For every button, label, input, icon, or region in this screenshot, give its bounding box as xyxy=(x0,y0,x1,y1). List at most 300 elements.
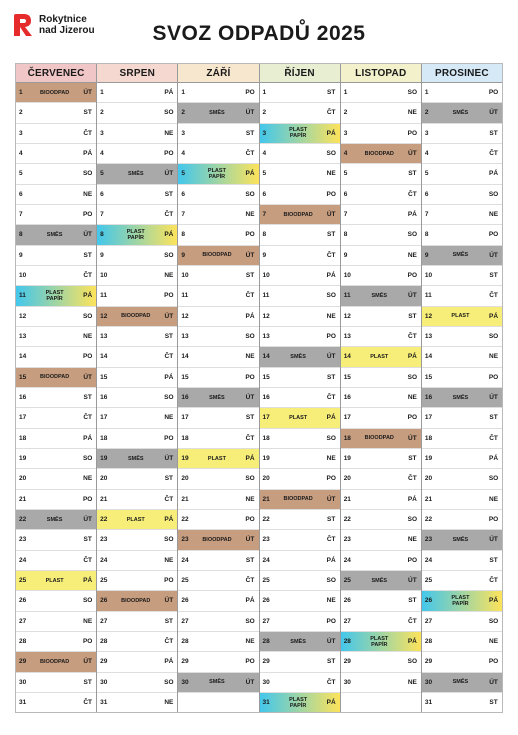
day-row xyxy=(422,347,502,367)
weekday: NE xyxy=(489,495,499,503)
weekday: ČT xyxy=(83,556,92,564)
day-number: 2 xyxy=(424,109,429,117)
day-number: 12 xyxy=(343,312,351,320)
weekday: NE xyxy=(326,455,336,463)
day-number: 24 xyxy=(19,556,27,564)
day-row xyxy=(97,673,177,693)
day-number: 27 xyxy=(343,617,351,625)
day-row xyxy=(178,347,258,367)
weekday: ST xyxy=(408,597,417,605)
weekday: ČT xyxy=(245,150,255,158)
day-number: 15 xyxy=(181,373,189,381)
weekday: NE xyxy=(245,495,255,503)
weekday: PÁ xyxy=(83,150,93,158)
logo-line2: nad Jizerou xyxy=(39,25,95,36)
day-number: 25 xyxy=(181,577,189,585)
day-number: 1 xyxy=(19,89,23,97)
weekday: SO xyxy=(82,597,93,605)
waste-type: SMĚS xyxy=(452,394,469,401)
weekday: NE xyxy=(407,394,417,402)
day-row xyxy=(97,164,177,184)
weekday: NE xyxy=(326,597,336,605)
weekday: PO xyxy=(326,190,336,198)
weekday: PÁ xyxy=(407,353,417,361)
day-row xyxy=(341,185,421,205)
weekday: ÚT xyxy=(408,150,417,158)
day-row xyxy=(16,124,96,144)
day-row xyxy=(260,185,340,205)
day-number: 24 xyxy=(262,556,270,564)
weekday: ST xyxy=(327,231,336,239)
day-row xyxy=(260,266,340,286)
day-row xyxy=(97,103,177,123)
weekday: PÁ xyxy=(326,272,336,280)
day-number: 11 xyxy=(100,292,108,300)
day-row xyxy=(422,632,502,652)
day-row xyxy=(260,571,340,591)
day-number: 4 xyxy=(262,150,267,158)
waste-type: SMĚS xyxy=(290,638,306,645)
weekday: ÚT xyxy=(83,658,92,666)
weekday: NE xyxy=(489,638,499,646)
day-row xyxy=(341,164,421,184)
day-number: 30 xyxy=(343,678,351,686)
weekday: PÁ xyxy=(326,699,336,706)
day-number: 8 xyxy=(424,231,429,239)
waste-type: PLAST PAPÍR xyxy=(370,635,389,648)
day-number: 16 xyxy=(343,394,351,402)
weekday: ČT xyxy=(83,129,92,137)
weekday: ČT xyxy=(83,414,92,422)
day-number: 5 xyxy=(100,170,104,178)
day-number: 27 xyxy=(19,617,27,625)
weekday: SO xyxy=(82,312,93,320)
day-row xyxy=(178,693,258,712)
day-row xyxy=(16,408,96,428)
day-row xyxy=(422,551,502,571)
day-row xyxy=(16,673,96,693)
weekday: PÁ xyxy=(326,129,336,137)
day-number: 11 xyxy=(181,292,189,300)
day-row xyxy=(16,652,96,672)
day-row xyxy=(422,612,502,632)
day-row xyxy=(97,266,177,286)
waste-type: PLAST PAPÍR xyxy=(289,127,308,140)
day-row xyxy=(422,124,502,144)
day-number: 5 xyxy=(262,170,267,178)
day-row xyxy=(16,429,96,449)
day-row xyxy=(422,144,502,164)
day-row xyxy=(260,449,340,469)
day-row xyxy=(422,286,502,306)
day-number: 10 xyxy=(181,272,189,280)
weekday: NE xyxy=(164,129,174,137)
day-number: 7 xyxy=(424,211,429,219)
weekday: PÁ xyxy=(326,414,336,422)
weekday: PO xyxy=(407,556,418,564)
day-number: 27 xyxy=(100,617,108,625)
day-row xyxy=(16,490,96,510)
day-row xyxy=(16,286,96,306)
day-row xyxy=(178,652,258,672)
waste-type: SMĚS xyxy=(127,455,144,462)
day-row xyxy=(422,103,502,123)
day-number: 10 xyxy=(424,272,433,280)
day-number: 3 xyxy=(181,129,185,137)
weekday: ÚT xyxy=(489,536,498,544)
month-header: ZÁŘÍ xyxy=(178,64,258,83)
day-number: 15 xyxy=(19,373,27,381)
weekday: PÁ xyxy=(164,89,174,97)
weekday: PO xyxy=(82,638,93,646)
weekday: ČT xyxy=(164,495,174,503)
day-row xyxy=(422,571,502,591)
day-number: 29 xyxy=(19,658,27,666)
day-row xyxy=(341,327,421,347)
day-number: 3 xyxy=(424,129,429,137)
weekday: ČT xyxy=(489,292,498,300)
day-row xyxy=(260,144,340,164)
weekday: ČT xyxy=(164,638,174,646)
weekday: ÚT xyxy=(164,455,174,463)
day-row xyxy=(97,205,177,225)
day-number: 26 xyxy=(19,597,27,605)
weekday: ÚT xyxy=(245,536,255,544)
waste-type: PLAST PAPÍR xyxy=(289,696,308,709)
day-row xyxy=(422,449,502,469)
day-row xyxy=(97,632,177,652)
weekday: PO xyxy=(326,333,336,341)
weekday: ČT xyxy=(83,272,92,280)
weekday: PO xyxy=(245,373,255,381)
weekday: NE xyxy=(407,109,417,117)
weekday: SO xyxy=(407,89,418,97)
day-row xyxy=(97,286,177,306)
day-row xyxy=(341,205,421,225)
day-number: 29 xyxy=(181,658,189,666)
weekday: SO xyxy=(407,373,418,381)
day-row xyxy=(178,551,258,571)
weekday: ÚT xyxy=(408,292,417,300)
day-row xyxy=(341,266,421,286)
day-row xyxy=(97,510,177,530)
weekday: ÚT xyxy=(326,638,336,646)
day-row xyxy=(341,429,421,449)
day-number: 13 xyxy=(262,333,270,341)
day-number: 7 xyxy=(262,211,267,219)
weekday: ST xyxy=(164,617,173,625)
day-row xyxy=(422,408,502,428)
day-number: 18 xyxy=(181,434,189,442)
weekday: NE xyxy=(83,333,93,341)
weekday: PÁ xyxy=(489,312,499,320)
weekday: ČT xyxy=(326,251,336,259)
waste-type: PLAST PAPÍR xyxy=(207,167,226,180)
day-number: 13 xyxy=(424,333,433,341)
day-number: 14 xyxy=(343,353,351,361)
month-header: ŘÍJEN xyxy=(260,64,340,83)
day-row xyxy=(341,286,421,306)
day-row xyxy=(260,490,340,510)
day-number: 16 xyxy=(100,394,108,402)
day-number: 12 xyxy=(181,312,189,320)
weekday: ÚT xyxy=(83,516,92,524)
weekday: PÁ xyxy=(83,577,93,585)
waste-type: SMĚS xyxy=(209,394,225,401)
weekday: PÁ xyxy=(245,170,255,178)
day-number: 22 xyxy=(343,516,351,524)
day-row xyxy=(341,408,421,428)
weekday: PO xyxy=(488,89,499,97)
day-number: 12 xyxy=(262,312,270,320)
weekday: ČT xyxy=(245,434,255,442)
weekday: ÚT xyxy=(408,434,417,442)
weekday: ČT xyxy=(408,190,417,198)
day-row xyxy=(422,83,502,103)
day-number: 25 xyxy=(343,577,351,585)
day-number: 7 xyxy=(100,211,104,219)
day-row xyxy=(422,266,502,286)
weekday: ÚT xyxy=(245,109,255,117)
weekday: NE xyxy=(245,353,255,361)
day-number: 9 xyxy=(343,251,348,259)
day-number: 12 xyxy=(424,312,433,320)
day-row xyxy=(422,591,502,611)
day-number: 25 xyxy=(100,577,108,585)
day-row xyxy=(16,571,96,591)
weekday: NE xyxy=(326,312,336,320)
day-number: 4 xyxy=(343,150,348,158)
day-row xyxy=(97,246,177,266)
day-number: 29 xyxy=(424,658,433,666)
day-row xyxy=(260,429,340,449)
day-row xyxy=(341,551,421,571)
day-row xyxy=(260,246,340,266)
day-row xyxy=(97,185,177,205)
day-row xyxy=(178,225,258,245)
weekday: ČT xyxy=(408,333,417,341)
day-number: 18 xyxy=(19,434,27,442)
day-row xyxy=(178,246,258,266)
weekday: SO xyxy=(326,577,336,585)
day-number: 16 xyxy=(19,394,27,402)
day-number: 11 xyxy=(343,292,351,300)
day-number: 21 xyxy=(343,495,351,503)
day-row xyxy=(178,205,258,225)
weekday: SO xyxy=(82,170,93,178)
day-row xyxy=(260,469,340,489)
weekday: ST xyxy=(83,536,92,544)
weekday: PO xyxy=(488,373,499,381)
day-number: 1 xyxy=(343,89,348,97)
day-row xyxy=(178,673,258,693)
day-row xyxy=(16,83,96,103)
month-column xyxy=(16,64,96,712)
day-number: 24 xyxy=(181,556,189,564)
day-row xyxy=(260,347,340,367)
waste-calendar xyxy=(15,63,503,713)
day-row xyxy=(178,571,258,591)
day-number: 4 xyxy=(19,150,23,158)
day-row xyxy=(422,205,502,225)
day-row xyxy=(341,307,421,327)
weekday: ST xyxy=(408,312,417,320)
day-number: 5 xyxy=(181,170,185,178)
weekday: ČT xyxy=(489,150,498,158)
month-header: SRPEN xyxy=(97,64,177,83)
weekday: ST xyxy=(245,129,255,137)
day-number: 10 xyxy=(100,272,108,280)
weekday: ÚT xyxy=(245,678,255,686)
month-column xyxy=(96,64,177,712)
waste-type: PLAST xyxy=(370,353,389,360)
waste-type: PLAST PAPÍR xyxy=(126,228,145,241)
day-number: 22 xyxy=(19,516,27,524)
weekday: PÁ xyxy=(245,455,255,463)
day-row xyxy=(178,591,258,611)
day-row xyxy=(260,510,340,530)
day-number: 29 xyxy=(262,658,270,666)
weekday: PO xyxy=(164,577,174,585)
day-row xyxy=(422,388,502,408)
weekday: PO xyxy=(488,231,499,239)
weekday: ST xyxy=(489,699,498,706)
waste-type: PLAST xyxy=(451,313,470,320)
weekday: ST xyxy=(164,475,173,483)
weekday: PO xyxy=(488,516,499,524)
day-row xyxy=(97,327,177,347)
month-column xyxy=(259,64,340,712)
month-header: ČERVENEC xyxy=(16,64,96,83)
day-number: 27 xyxy=(181,617,189,625)
day-row xyxy=(341,652,421,672)
day-row xyxy=(260,408,340,428)
weekday: PÁ xyxy=(83,292,93,300)
weekday: ÚT xyxy=(326,353,336,361)
day-row xyxy=(178,327,258,347)
day-row xyxy=(260,225,340,245)
day-row xyxy=(260,388,340,408)
weekday: ÚT xyxy=(245,251,255,259)
waste-type: SMĚS xyxy=(46,231,63,238)
weekday: ČT xyxy=(408,617,417,625)
day-number: 20 xyxy=(100,475,108,483)
weekday: NE xyxy=(83,475,93,483)
waste-type: BIOODPAD xyxy=(121,313,151,320)
weekday: ST xyxy=(489,556,498,564)
waste-type: BIOODPAD xyxy=(202,536,232,543)
weekday: ČT xyxy=(245,292,255,300)
weekday: PÁ xyxy=(245,312,255,320)
day-number: 8 xyxy=(262,231,267,239)
day-number: 14 xyxy=(100,353,108,361)
waste-type: PLAST xyxy=(289,414,308,421)
day-number: 22 xyxy=(100,516,108,524)
waste-type: SMĚS xyxy=(290,353,306,360)
weekday: PO xyxy=(82,211,93,219)
day-row xyxy=(178,612,258,632)
day-number: 31 xyxy=(100,699,108,706)
weekday: ST xyxy=(327,658,336,666)
weekday: SO xyxy=(164,536,174,544)
weekday: SO xyxy=(245,190,255,198)
day-number: 8 xyxy=(343,231,348,239)
day-row xyxy=(16,510,96,530)
day-row xyxy=(16,164,96,184)
weekday: ÚT xyxy=(489,251,498,259)
weekday: PO xyxy=(245,231,255,239)
waste-type: PLAST xyxy=(45,577,64,584)
day-number: 3 xyxy=(19,129,23,137)
day-row xyxy=(178,632,258,652)
day-row xyxy=(341,144,421,164)
day-row xyxy=(178,429,258,449)
day-number: 17 xyxy=(262,414,270,422)
weekday: SO xyxy=(407,658,418,666)
day-number: 23 xyxy=(100,536,108,544)
weekday: NE xyxy=(245,211,255,219)
day-number: 28 xyxy=(424,638,433,646)
day-row xyxy=(422,652,502,672)
day-number: 8 xyxy=(181,231,185,239)
day-row xyxy=(97,347,177,367)
day-number: 9 xyxy=(181,251,185,259)
day-number: 2 xyxy=(262,109,267,117)
day-number: 18 xyxy=(262,434,270,442)
day-number: 18 xyxy=(424,434,433,442)
day-row xyxy=(97,469,177,489)
weekday: ÚT xyxy=(408,577,417,585)
weekday: NE xyxy=(164,699,174,706)
weekday: ST xyxy=(83,251,92,259)
day-row xyxy=(97,83,177,103)
day-row xyxy=(341,693,421,712)
waste-type: SMĚS xyxy=(452,679,469,686)
month-header: LISTOPAD xyxy=(341,64,421,83)
day-number: 16 xyxy=(181,394,189,402)
logo-line1: Rokytnice xyxy=(39,14,87,25)
waste-type: PLAST PAPÍR xyxy=(45,289,64,302)
day-number: 4 xyxy=(100,150,104,158)
day-number: 7 xyxy=(343,211,348,219)
day-row xyxy=(178,124,258,144)
day-number: 15 xyxy=(343,373,351,381)
day-number: 17 xyxy=(100,414,108,422)
weekday: NE xyxy=(245,638,255,646)
day-number: 13 xyxy=(343,333,351,341)
day-number: 28 xyxy=(262,638,270,646)
waste-type: SMĚS xyxy=(209,679,225,686)
month-column xyxy=(177,64,258,712)
day-row xyxy=(97,693,177,712)
day-row xyxy=(260,205,340,225)
month-header: PROSINEC xyxy=(422,64,502,83)
day-row xyxy=(16,144,96,164)
weekday: PO xyxy=(82,353,93,361)
day-number: 2 xyxy=(343,109,348,117)
day-number: 25 xyxy=(262,577,270,585)
day-row xyxy=(422,225,502,245)
weekday: PÁ xyxy=(83,434,93,442)
day-row xyxy=(422,469,502,489)
day-row xyxy=(341,368,421,388)
waste-type: BIOODPAD xyxy=(202,252,232,259)
day-row xyxy=(178,164,258,184)
day-row xyxy=(422,307,502,327)
day-number: 15 xyxy=(424,373,433,381)
weekday: PO xyxy=(407,414,418,422)
weekday: ČT xyxy=(326,109,336,117)
